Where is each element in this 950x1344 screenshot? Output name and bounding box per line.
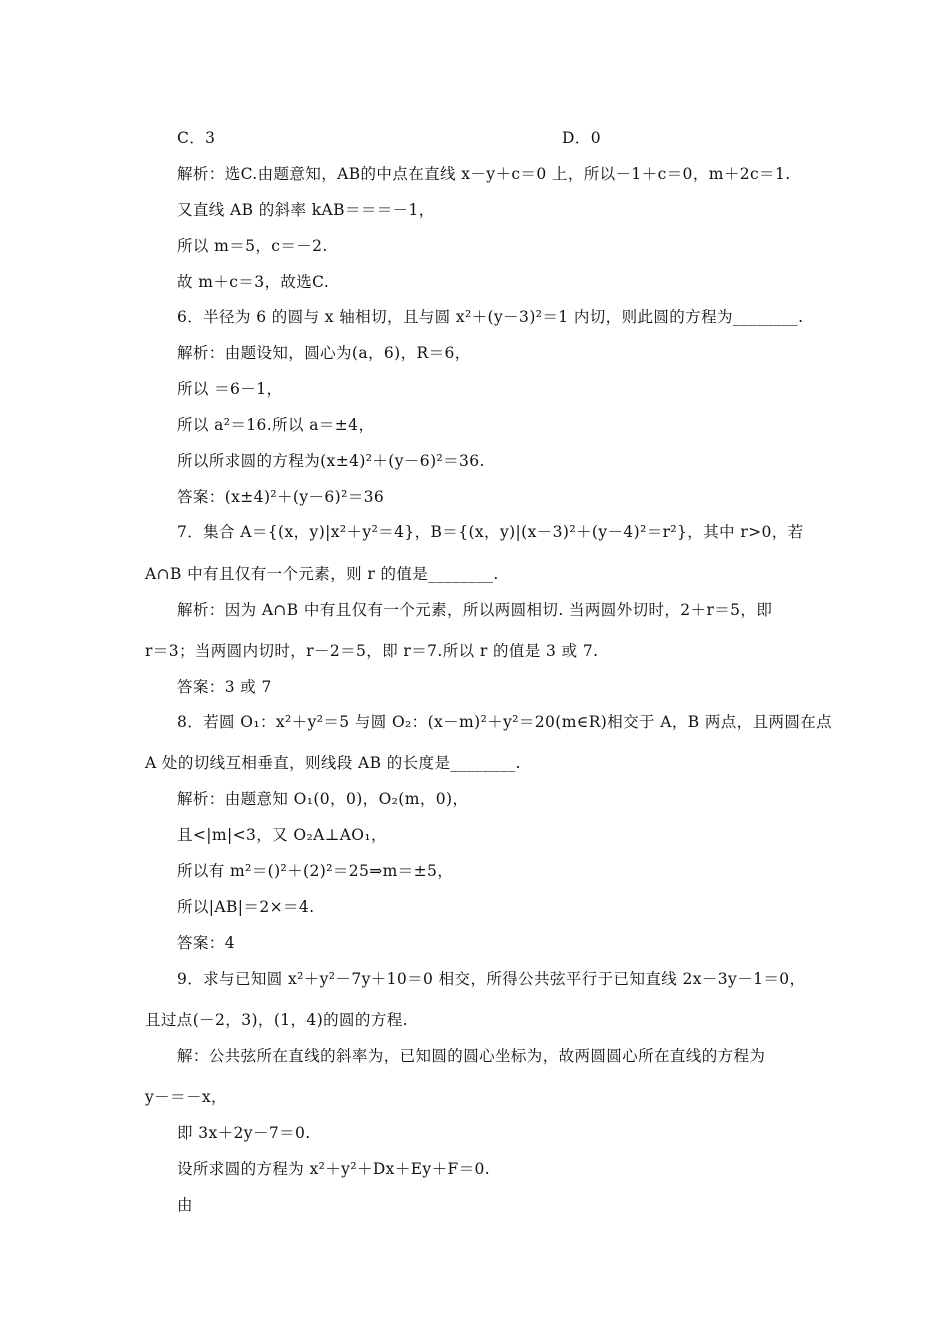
q9-solution-line-1: 解：公共弦所在直线的斜率为，已知圆的圆心坐标为，故两圆圆心所在直线的方程为 [177, 1047, 766, 1065]
q7-question-line-1: 7．集合 A＝{(x，y)|x²＋y²＝4}，B＝{(x，y)|(x－3)²＋(y－4)²＝r²}，其中 r>0，若 [177, 523, 804, 541]
q7-analysis-line-2: r＝3；当两圆内切时，r－2＝5，即 r＝7.所以 r 的值是 3 或 7. [145, 642, 599, 660]
q7-answer: 答案：3 或 7 [177, 678, 272, 696]
q9-solution-line-3: 即 3x＋2y－7＝0. [177, 1124, 311, 1142]
q8-question-line-2: A 处的切线互相垂直，则线段 AB 的长度是________. [145, 754, 521, 772]
option-c: C．3 [177, 129, 216, 147]
q8-answer: 答案：4 [177, 934, 235, 952]
q5-analysis-line-1: 解析：选C.由题意知，AB的中点在直线 x－y＋c＝0 上，所以－1＋c＝0，m＋2c＝1. [177, 165, 791, 183]
q6-question: 6．半径为 6 的圆与 x 轴相切，且与圆 x²＋(y－3)²＝1 内切，则此圆的方程为________. [177, 308, 804, 326]
option-d: D．0 [562, 129, 601, 147]
q6-analysis-line-2: 所以 ＝6－1， [177, 380, 283, 398]
q9-question-line-2: 且过点(－2，3)，(1，4)的圆的方程. [145, 1011, 408, 1029]
q5-analysis-line-4: 故 m＋c＝3，故选C. [177, 273, 330, 291]
q7-question-line-2: A∩B 中有且仅有一个元素，则 r 的值是________. [145, 565, 499, 583]
q6-analysis-line-4: 所以所求圆的方程为(x±4)²＋(y－6)²＝36. [177, 452, 485, 470]
q5-analysis-line-2: 又直线 AB 的斜率 kAB＝＝＝－1， [177, 201, 435, 219]
q9-solution-line-2: y－＝－x， [145, 1088, 227, 1106]
q9-solution-line-5: 由 [177, 1196, 193, 1214]
q8-analysis-line-2: 且<|m|<3，又 O₂A⊥AO₁， [177, 826, 387, 844]
q9-question-line-1: 9．求与已知圆 x²＋y²－7y＋10＝0 相交，所得公共弦平行于已知直线 2x－3y－1＝0， [177, 970, 806, 988]
q9-solution-line-4: 设所求圆的方程为 x²＋y²＋Dx＋Ey＋F＝0. [177, 1160, 491, 1178]
q8-analysis-line-3: 所以有 m²＝()²＋(2)²＝25⇒m＝±5， [177, 862, 454, 880]
q6-analysis-line-1: 解析：由题设知，圆心为(a，6)，R＝6， [177, 344, 471, 362]
q6-analysis-line-3: 所以 a²＝16.所以 a＝±4， [177, 416, 375, 434]
q8-analysis-line-4: 所以|AB|＝2×＝4. [177, 898, 315, 916]
q6-answer: 答案：(x±4)²＋(y－6)²＝36 [177, 488, 385, 506]
q8-question-line-1: 8．若圆 O₁：x²＋y²＝5 与圆 O₂：(x－m)²＋y²＝20(m∈R)相交于 A，B 两点，且两圆在点 [177, 713, 833, 731]
q5-analysis-line-3: 所以 m＝5，c＝－2. [177, 237, 328, 255]
q7-analysis-line-1: 解析：因为 A∩B 中有且仅有一个元素，所以两圆相切. 当两圆外切时，2＋r＝5，即 [177, 601, 773, 619]
q8-analysis-line-1: 解析：由题意知 O₁(0，0)，O₂(m，0)， [177, 790, 469, 808]
